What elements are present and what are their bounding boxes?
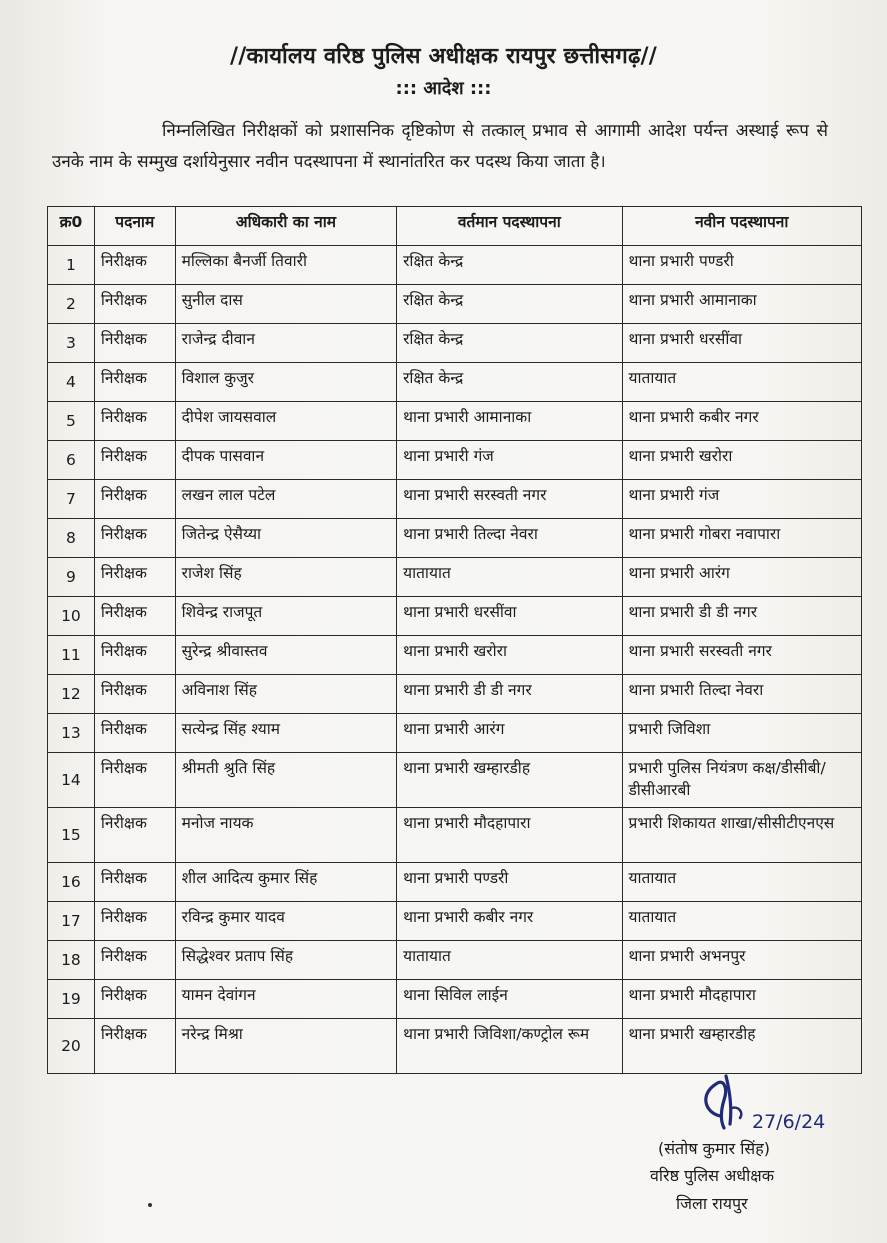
officer-name-cell: जितेन्द्र ऐसैय्या bbox=[175, 519, 396, 558]
rank-cell: निरीक्षक bbox=[94, 246, 175, 285]
current-posting-cell: थाना प्रभारी गंज bbox=[397, 441, 622, 480]
rank-cell: निरीक्षक bbox=[94, 1019, 175, 1074]
new-posting-cell: थाना प्रभारी पण्डरी bbox=[622, 246, 862, 285]
rank-cell: निरीक्षक bbox=[94, 324, 175, 363]
new-posting-cell: थाना प्रभारी सरस्वती नगर bbox=[622, 636, 862, 675]
new-posting-cell: थाना प्रभारी गंज bbox=[622, 480, 862, 519]
current-posting-cell: रक्षित केन्द्र bbox=[397, 363, 622, 402]
rank-cell: निरीक्षक bbox=[94, 597, 175, 636]
current-posting-cell: रक्षित केन्द्र bbox=[397, 285, 622, 324]
new-posting-cell: थाना प्रभारी तिल्दा नेवरा bbox=[622, 675, 862, 714]
rank-cell: निरीक्षक bbox=[94, 441, 175, 480]
current-posting-cell: रक्षित केन्द्र bbox=[397, 324, 622, 363]
current-posting-cell: थाना प्रभारी डी डी नगर bbox=[397, 675, 622, 714]
serial-cell: 17 bbox=[48, 902, 95, 941]
serial-cell: 19 bbox=[48, 980, 95, 1019]
current-posting-cell: थाना प्रभारी पण्डरी bbox=[397, 863, 622, 902]
rank-cell: निरीक्षक bbox=[94, 863, 175, 902]
new-posting-cell: यातायात bbox=[622, 363, 862, 402]
rank-cell: निरीक्षक bbox=[94, 636, 175, 675]
table-row bbox=[48, 675, 862, 714]
table-row bbox=[48, 636, 862, 675]
handwritten-signature bbox=[690, 1068, 860, 1138]
new-posting-cell: थाना प्रभारी धरसींवा bbox=[622, 324, 862, 363]
rank-cell: निरीक्षक bbox=[94, 402, 175, 441]
current-posting-cell: थाना प्रभारी तिल्दा नेवरा bbox=[397, 519, 622, 558]
current-posting-cell: थाना प्रभारी आमानाका bbox=[397, 402, 622, 441]
table-row bbox=[48, 597, 862, 636]
new-posting-cell: प्रभारी शिकायत शाखा/सीसीटीएनएस bbox=[622, 808, 862, 863]
officer-name-cell: विशाल कुजुर bbox=[175, 363, 396, 402]
serial-cell: 7 bbox=[48, 480, 95, 519]
office-title: //कार्यालय वरिष्ठ पुलिस अधीक्षक रायपुर छत्तीसगढ़// bbox=[229, 44, 658, 69]
intro-paragraph: निम्नलिखित निरीक्षकों को प्रशासनिक दृष्टिकोण से तत्काल् प्रभाव से आगामी आदेश पर्यन्त अस्थाई रूप से उनके नाम के सम्मुख दर्शायेनुसार नवीन पदस्थापना में स्थानांतरित कर पदस्थ किया जाता है। bbox=[52, 121, 828, 172]
officer-name-cell: श्रीमती श्रुति सिंह bbox=[175, 753, 396, 808]
header-serial: क्र0 bbox=[48, 207, 95, 246]
officer-name-cell: यामन देवांगन bbox=[175, 980, 396, 1019]
officer-name-cell: मनोज नायक bbox=[175, 808, 396, 863]
serial-cell: 9 bbox=[48, 558, 95, 597]
serial-cell: 10 bbox=[48, 597, 95, 636]
officer-name-cell: दीपेश जायसवाल bbox=[175, 402, 396, 441]
current-posting-cell: थाना प्रभारी जिविशा/कण्ट्रोल रूम bbox=[397, 1019, 622, 1074]
current-posting-cell: थाना प्रभारी मौदहापारा bbox=[397, 808, 622, 863]
signatory-district: जिला रायपुर bbox=[676, 1194, 748, 1213]
table-row bbox=[48, 558, 862, 597]
table-row bbox=[48, 1019, 862, 1074]
officer-name-cell: लखन लाल पटेल bbox=[175, 480, 396, 519]
serial-cell: 2 bbox=[48, 285, 95, 324]
rank-cell: निरीक्षक bbox=[94, 941, 175, 980]
new-posting-cell: थाना प्रभारी आरंग bbox=[622, 558, 862, 597]
signatory-designation: वरिष्ठ पुलिस अधीक्षक bbox=[650, 1166, 775, 1185]
current-posting-cell: थाना प्रभारी सरस्वती नगर bbox=[397, 480, 622, 519]
new-posting-cell: थाना प्रभारी खम्हारडीह bbox=[622, 1019, 862, 1074]
rank-cell: निरीक्षक bbox=[94, 480, 175, 519]
current-posting-cell: थाना सिविल लाईन bbox=[397, 980, 622, 1019]
table-row bbox=[48, 519, 862, 558]
new-posting-cell: थाना प्रभारी गोबरा नवापारा bbox=[622, 519, 862, 558]
new-posting-cell: प्रभारी पुलिस नियंत्रण कक्ष/डीसीबी/डीसीआरबी bbox=[622, 753, 862, 808]
table-row bbox=[48, 941, 862, 980]
officer-name-cell: रविन्द्र कुमार यादव bbox=[175, 902, 396, 941]
officer-name-cell: सुरेन्द्र श्रीवास्तव bbox=[175, 636, 396, 675]
serial-cell: 13 bbox=[48, 714, 95, 753]
table-header-row bbox=[48, 207, 862, 246]
table-row bbox=[48, 324, 862, 363]
officer-name-cell: अविनाश सिंह bbox=[175, 675, 396, 714]
current-posting-cell: थाना प्रभारी कबीर नगर bbox=[397, 902, 622, 941]
rank-cell: निरीक्षक bbox=[94, 980, 175, 1019]
table-row bbox=[48, 402, 862, 441]
header-current-posting: वर्तमान पदस्थापना bbox=[397, 207, 622, 246]
rank-cell: निरीक्षक bbox=[94, 285, 175, 324]
table-row bbox=[48, 441, 862, 480]
new-posting-cell: थाना प्रभारी अभनपुर bbox=[622, 941, 862, 980]
header-officer-name: अधिकारी का नाम bbox=[175, 207, 396, 246]
officer-name-cell: सिद्धेश्वर प्रताप सिंह bbox=[175, 941, 396, 980]
serial-cell: 3 bbox=[48, 324, 95, 363]
rank-cell: निरीक्षक bbox=[94, 753, 175, 808]
serial-cell: 12 bbox=[48, 675, 95, 714]
new-posting-cell: थाना प्रभारी मौदहापारा bbox=[622, 980, 862, 1019]
rank-cell: निरीक्षक bbox=[94, 675, 175, 714]
table-row bbox=[48, 863, 862, 902]
header-new-posting: नवीन पदस्थापना bbox=[622, 207, 862, 246]
serial-cell: 14 bbox=[48, 753, 95, 808]
signatory-name: (संतोष कुमार सिंह) bbox=[658, 1139, 770, 1158]
officer-name-cell: मल्लिका बैनर्जी तिवारी bbox=[175, 246, 396, 285]
officer-name-cell: सत्येन्द्र सिंह श्याम bbox=[175, 714, 396, 753]
serial-cell: 4 bbox=[48, 363, 95, 402]
new-posting-cell: यातायात bbox=[622, 902, 862, 941]
new-posting-cell: यातायात bbox=[622, 863, 862, 902]
officer-name-cell: शील आदित्य कुमार सिंह bbox=[175, 863, 396, 902]
officer-name-cell: राजेन्द्र दीवान bbox=[175, 324, 396, 363]
rank-cell: निरीक्षक bbox=[94, 558, 175, 597]
officer-name-cell: दीपक पासवान bbox=[175, 441, 396, 480]
new-posting-cell: थाना प्रभारी डी डी नगर bbox=[622, 597, 862, 636]
officer-name-cell: शिवेन्द्र राजपूत bbox=[175, 597, 396, 636]
current-posting-cell: थाना प्रभारी आरंग bbox=[397, 714, 622, 753]
rank-cell: निरीक्षक bbox=[94, 519, 175, 558]
serial-cell: 18 bbox=[48, 941, 95, 980]
ink-dot bbox=[148, 1203, 152, 1207]
new-posting-cell: थाना प्रभारी कबीर नगर bbox=[622, 402, 862, 441]
table-row bbox=[48, 714, 862, 753]
current-posting-cell: रक्षित केन्द्र bbox=[397, 246, 622, 285]
rank-cell: निरीक्षक bbox=[94, 808, 175, 863]
table-row bbox=[48, 808, 862, 863]
table-body bbox=[48, 246, 862, 1074]
serial-cell: 1 bbox=[48, 246, 95, 285]
order-title: ::: आदेश ::: bbox=[395, 78, 492, 99]
current-posting-cell: थाना प्रभारी खम्हारडीह bbox=[397, 753, 622, 808]
serial-cell: 5 bbox=[48, 402, 95, 441]
serial-cell: 8 bbox=[48, 519, 95, 558]
new-posting-cell: थाना प्रभारी खरोरा bbox=[622, 441, 862, 480]
current-posting-cell: थाना प्रभारी धरसींवा bbox=[397, 597, 622, 636]
signature-date: 27/6/24 bbox=[752, 1111, 826, 1133]
serial-cell: 16 bbox=[48, 863, 95, 902]
table-row bbox=[48, 480, 862, 519]
serial-cell: 6 bbox=[48, 441, 95, 480]
new-posting-cell: थाना प्रभारी आमानाका bbox=[622, 285, 862, 324]
current-posting-cell: यातायात bbox=[397, 558, 622, 597]
officer-name-cell: राजेश सिंह bbox=[175, 558, 396, 597]
table-row bbox=[48, 285, 862, 324]
header-rank: पदनाम bbox=[94, 207, 175, 246]
table-row bbox=[48, 753, 862, 808]
serial-cell: 15 bbox=[48, 808, 95, 863]
new-posting-cell: प्रभारी जिविशा bbox=[622, 714, 862, 753]
serial-cell: 11 bbox=[48, 636, 95, 675]
rank-cell: निरीक्षक bbox=[94, 363, 175, 402]
transfer-table bbox=[47, 206, 862, 1074]
current-posting-cell: थाना प्रभारी खरोरा bbox=[397, 636, 622, 675]
current-posting-cell: यातायात bbox=[397, 941, 622, 980]
rank-cell: निरीक्षक bbox=[94, 714, 175, 753]
rank-cell: निरीक्षक bbox=[94, 902, 175, 941]
table-row bbox=[48, 902, 862, 941]
officer-name-cell: नरेन्द्र मिश्रा bbox=[175, 1019, 396, 1074]
table-row bbox=[48, 363, 862, 402]
table-row bbox=[48, 980, 862, 1019]
officer-name-cell: सुनील दास bbox=[175, 285, 396, 324]
table-row bbox=[48, 246, 862, 285]
serial-cell: 20 bbox=[48, 1019, 95, 1074]
